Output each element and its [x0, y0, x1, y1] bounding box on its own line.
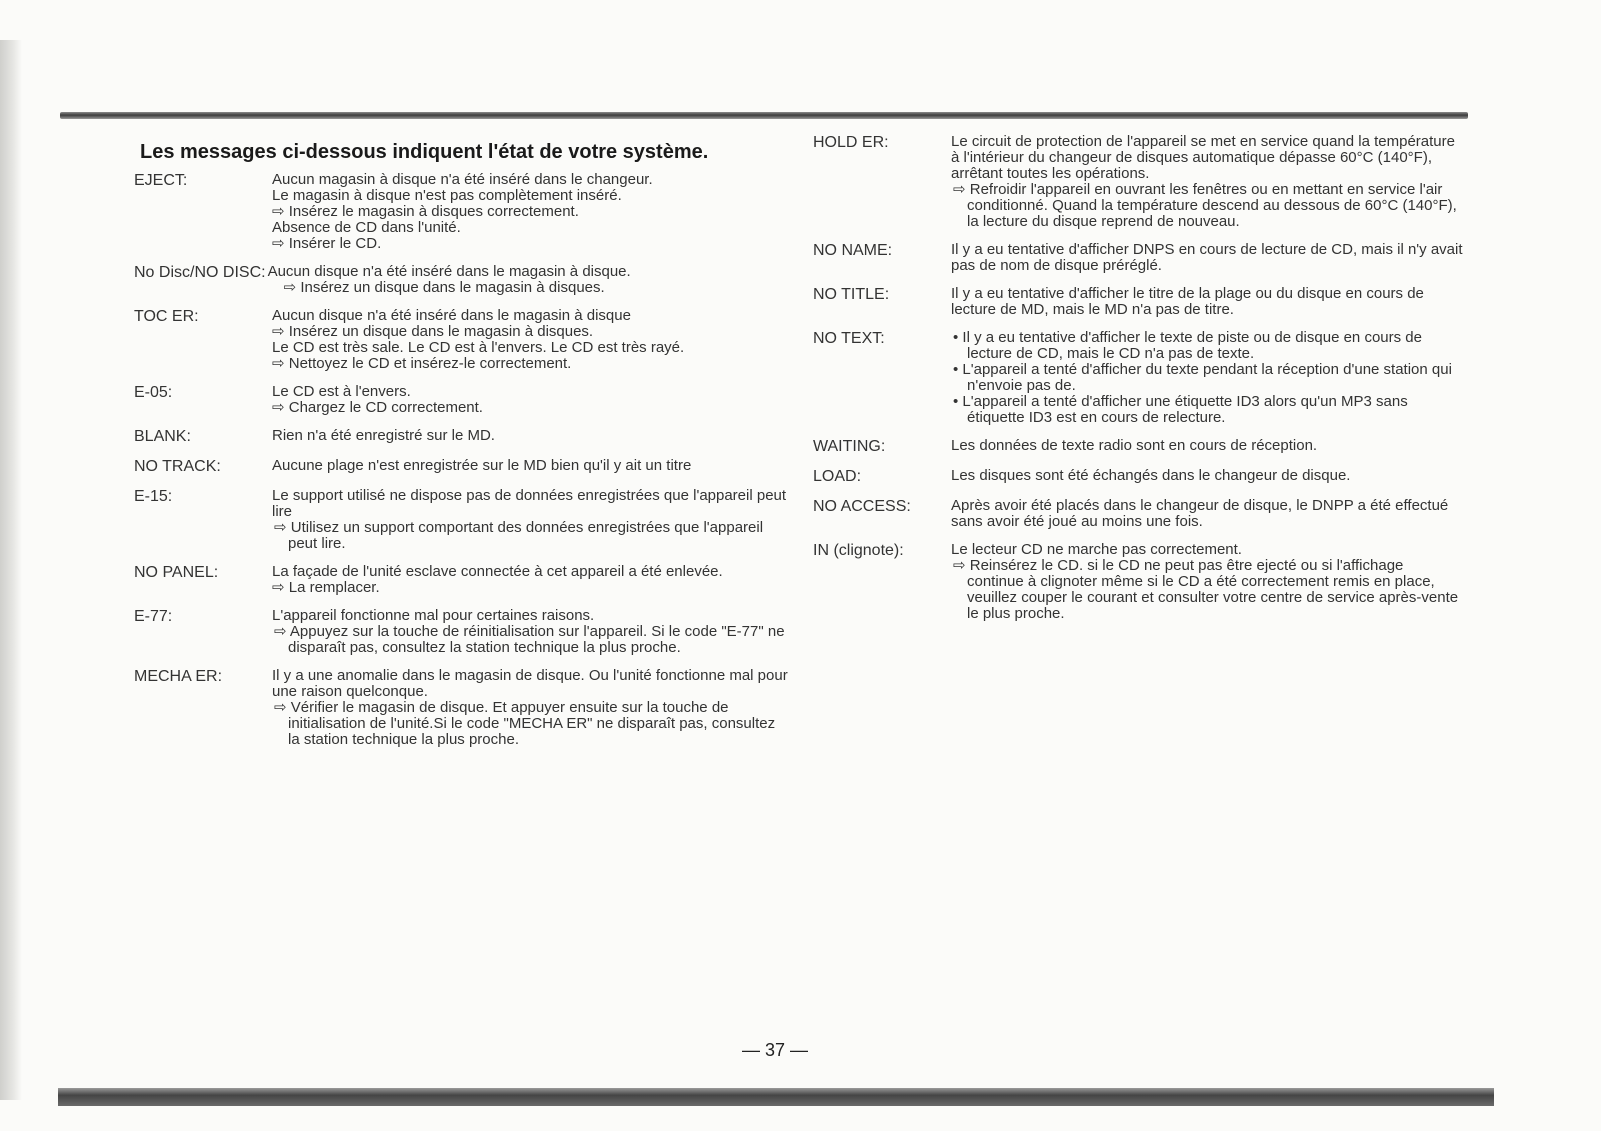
message-description: [951, 498, 1463, 530]
description-line: Il y a eu tentative d'afficher le titre de la plage ou du disque en cours de lecture de MD, mais le MD n'a pas de titre.: [951, 285, 1424, 318]
message-code: NO TRACK:: [134, 458, 221, 475]
left-column: [134, 134, 789, 760]
message-description: [272, 488, 789, 552]
description-line: ⇨ Reinsérez le CD. si le CD ne peut pas être ejecté ou si l'affichage continue à clignoter même si le CD a été correctement remis en place, veuillez couper le courant et consulter votre centre de service après-vente le plus proche.: [953, 557, 1459, 622]
description-line: ⇨ Insérer le CD.: [272, 235, 382, 252]
message-entry: [134, 172, 789, 252]
description-line: • L'appareil a tenté d'afficher une étiquette ID3 alors qu'un MP3 sans étiquette ID3 est en cours de relecture.: [953, 393, 1408, 426]
message-code: EJECT:: [134, 172, 188, 189]
message-code: NO PANEL:: [134, 564, 219, 581]
description-line: ⇨ Chargez le CD correctement.: [272, 399, 483, 416]
description-line: ⇨ Nettoyez le CD et insérez-le correctement.: [272, 355, 572, 372]
description-line: • Il y a eu tentative d'afficher le texte de piste ou de disque en cours de lecture de CD, mais le CD n'a pas de texte.: [953, 329, 1422, 362]
message-description: [951, 468, 1463, 486]
message-entry: [134, 564, 789, 596]
message-description: [272, 428, 789, 446]
message-code: E-77:: [134, 608, 173, 625]
message-entry: [134, 608, 789, 656]
description-line: ⇨ Insérez un disque dans le magasin à disques.: [272, 323, 594, 340]
message-description: [272, 608, 789, 656]
top-rule: [60, 112, 1468, 119]
message-description: [268, 264, 789, 296]
message-code: LOAD:: [813, 468, 862, 485]
description-line: Les disques sont été échangés dans le changeur de disque.: [951, 467, 1351, 484]
description-line: • L'appareil a tenté d'afficher du texte pendant la réception d'une station qui n'envoie pas de.: [953, 361, 1452, 394]
message-description: [272, 308, 789, 372]
description-line: Les données de texte radio sont en cours de réception.: [951, 437, 1318, 454]
description-line: ⇨ Appuyez sur la touche de réinitialisation sur l'appareil. Si le code "E-77" ne disparaît pas, consultez la station technique la plus proche.: [274, 623, 785, 656]
description-line: Aucun disque n'a été inséré dans le magasin à disque: [272, 307, 631, 324]
message-entry: [134, 458, 789, 476]
message-description: [272, 668, 789, 748]
message-description: [272, 564, 789, 596]
message-code: MECHA ER:: [134, 668, 223, 685]
message-code: E-15:: [134, 488, 173, 505]
message-entry: [813, 498, 1463, 530]
description-line: Absence de CD dans l'unité.: [272, 219, 461, 236]
description-line: ⇨ Insérez un disque dans le magasin à disques.: [283, 279, 605, 296]
message-entry: [134, 428, 789, 446]
bottom-band: [58, 1088, 1494, 1106]
message-entry: [134, 308, 789, 372]
description-line: Rien n'a été enregistré sur le MD.: [272, 427, 495, 444]
description-line: Le circuit de protection de l'appareil se met en service quand la température à l'intérieur du changeur de disques automatique dépasse 60°C (140°F), arrêtant toutes les opérations.: [951, 133, 1455, 182]
message-description: [951, 286, 1463, 318]
description-line: L'appareil fonctionne mal pour certaines raisons.: [272, 607, 595, 624]
message-entry: [813, 242, 1463, 274]
message-entry: [134, 668, 789, 748]
message-entry: [813, 286, 1463, 318]
message-entry: [134, 488, 789, 552]
message-entry: [813, 468, 1463, 486]
message-description: [951, 542, 1463, 622]
message-description: [951, 330, 1463, 426]
right-column: [813, 134, 1463, 634]
description-line: Le CD est très sale. Le CD est à l'envers. Le CD est très rayé.: [272, 339, 685, 356]
message-entry: [134, 384, 789, 416]
description-line: ⇨ Utilisez un support comportant des données enregistrées que l'appareil peut lire.: [274, 519, 764, 552]
message-code: NO TITLE:: [813, 286, 890, 303]
description-line: Aucune plage n'est enregistrée sur le MD bien qu'il y ait un titre: [272, 457, 692, 474]
message-code: No Disc/NO DISC:: [134, 264, 266, 281]
message-description: [951, 242, 1463, 274]
message-entry: [813, 134, 1463, 230]
message-description: [272, 172, 789, 252]
left-message-list: [134, 172, 789, 748]
message-code: WAITING:: [813, 438, 886, 455]
description-line: Aucun magasin à disque n'a été inséré dans le changeur.: [272, 171, 653, 188]
message-description: [951, 134, 1463, 230]
page-binding-edge: [0, 40, 22, 1100]
description-line: La façade de l'unité esclave connectée à cet appareil a été enlevée.: [272, 563, 723, 580]
description-line: ⇨ La remplacer.: [272, 579, 380, 596]
message-code: HOLD ER:: [813, 134, 889, 151]
message-entry: [813, 438, 1463, 456]
page-number: — 37 —: [741, 1040, 809, 1060]
right-message-list: [813, 134, 1463, 622]
message-code: TOC ER:: [134, 308, 199, 325]
description-line: Le lecteur CD ne marche pas correctement.: [951, 541, 1242, 558]
message-code: NO ACCESS:: [813, 498, 911, 515]
description-line: Après avoir été placés dans le changeur de disque, le DNPP a été effectué sans avoir été joué au moins une fois.: [951, 497, 1449, 530]
message-description: [951, 438, 1463, 456]
message-description: [272, 384, 789, 416]
description-line: ⇨ Refroidir l'appareil en ouvrant les fenêtres ou en mettant en service l'air conditionné. Quand la température descend au dessous de 60°C (140°F), la lecture du disque reprend de nouveau.: [953, 181, 1457, 230]
description-line: Il y a une anomalie dans le magasin de disque. Ou l'unité fonctionne mal pour une raison quelconque.: [272, 667, 788, 700]
description-line: Le support utilisé ne dispose pas de données enregistrées que l'appareil peut lire: [272, 487, 787, 520]
message-entry: [813, 330, 1463, 426]
message-entry: [134, 264, 789, 296]
description-line: ⇨ Insérez le magasin à disques correctement.: [272, 203, 579, 220]
description-line: Le magasin à disque n'est pas complètement inséré.: [272, 187, 622, 204]
message-code: NO TEXT:: [813, 330, 885, 347]
message-code: IN (clignote):: [813, 542, 904, 559]
message-code: E-05:: [134, 384, 173, 401]
message-code: BLANK:: [134, 428, 191, 445]
message-code: NO NAME:: [813, 242, 893, 259]
description-line: ⇨ Vérifier le magasin de disque. Et appuyer ensuite sur la touche de initialisation de l'unité.Si le code "MECHA ER" ne disparaît pas, consultez la station technique la plus proche.: [274, 699, 776, 748]
message-entry: [813, 542, 1463, 622]
page-headline: Les messages ci-dessous indiquent l'état de votre système.: [140, 141, 709, 163]
message-description: [272, 458, 789, 476]
description-line: Aucun disque n'a été inséré dans le magasin à disque.: [267, 263, 631, 280]
description-line: Il y a eu tentative d'afficher DNPS en cours de lecture de CD, mais il n'y avait pas de nom de disque préréglé.: [951, 241, 1463, 274]
description-line: Le CD est à l'envers.: [272, 383, 411, 400]
